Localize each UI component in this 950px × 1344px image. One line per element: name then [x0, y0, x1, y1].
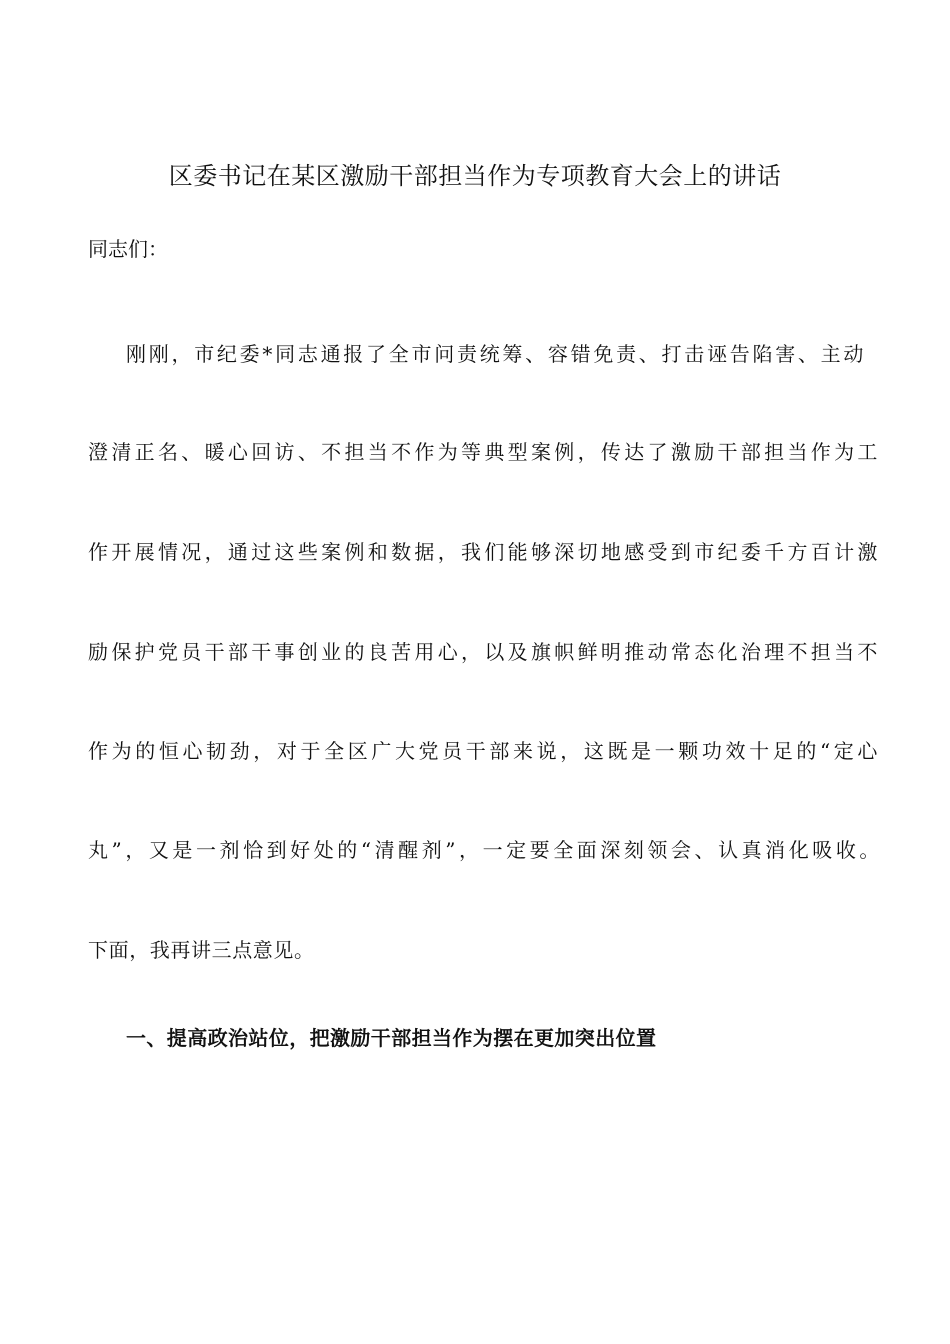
paragraph-line-5: 作为的恒心韧劲，对于全区广大党员干部来说，这既是一颗功效十足的“定心	[88, 739, 878, 763]
paragraph-line-4: 励保护党员干部干事创业的良苦用心，以及旗帜鲜明推动常态化治理不担当不	[88, 640, 878, 664]
salutation: 同志们：	[88, 237, 168, 261]
paragraph-line-2: 澄清正名、暖心回访、不担当不作为等典型案例，传达了激励干部担当作为工	[88, 440, 878, 464]
document-title: 区委书记在某区激励干部担当作为专项教育大会上的讲话	[168, 162, 782, 190]
paragraph-line-1: 刚刚，市纪委*同志通报了全市问责统筹、容错免责、打击诬告陷害、主动	[126, 342, 864, 366]
paragraph-line-6: 丸”，又是一剂恰到好处的“清醒剂”，一定要全面深刻领会、认真消化吸收。	[88, 838, 880, 862]
section-heading: 一、提高政治站位，把激励干部担当作为摆在更加突出位置	[126, 1026, 657, 1050]
paragraph-line-3: 作开展情况，通过这些案例和数据，我们能够深切地感受到市纪委千方百计激	[88, 540, 878, 564]
paragraph-line-7: 下面，我再讲三点意见。	[88, 938, 315, 962]
